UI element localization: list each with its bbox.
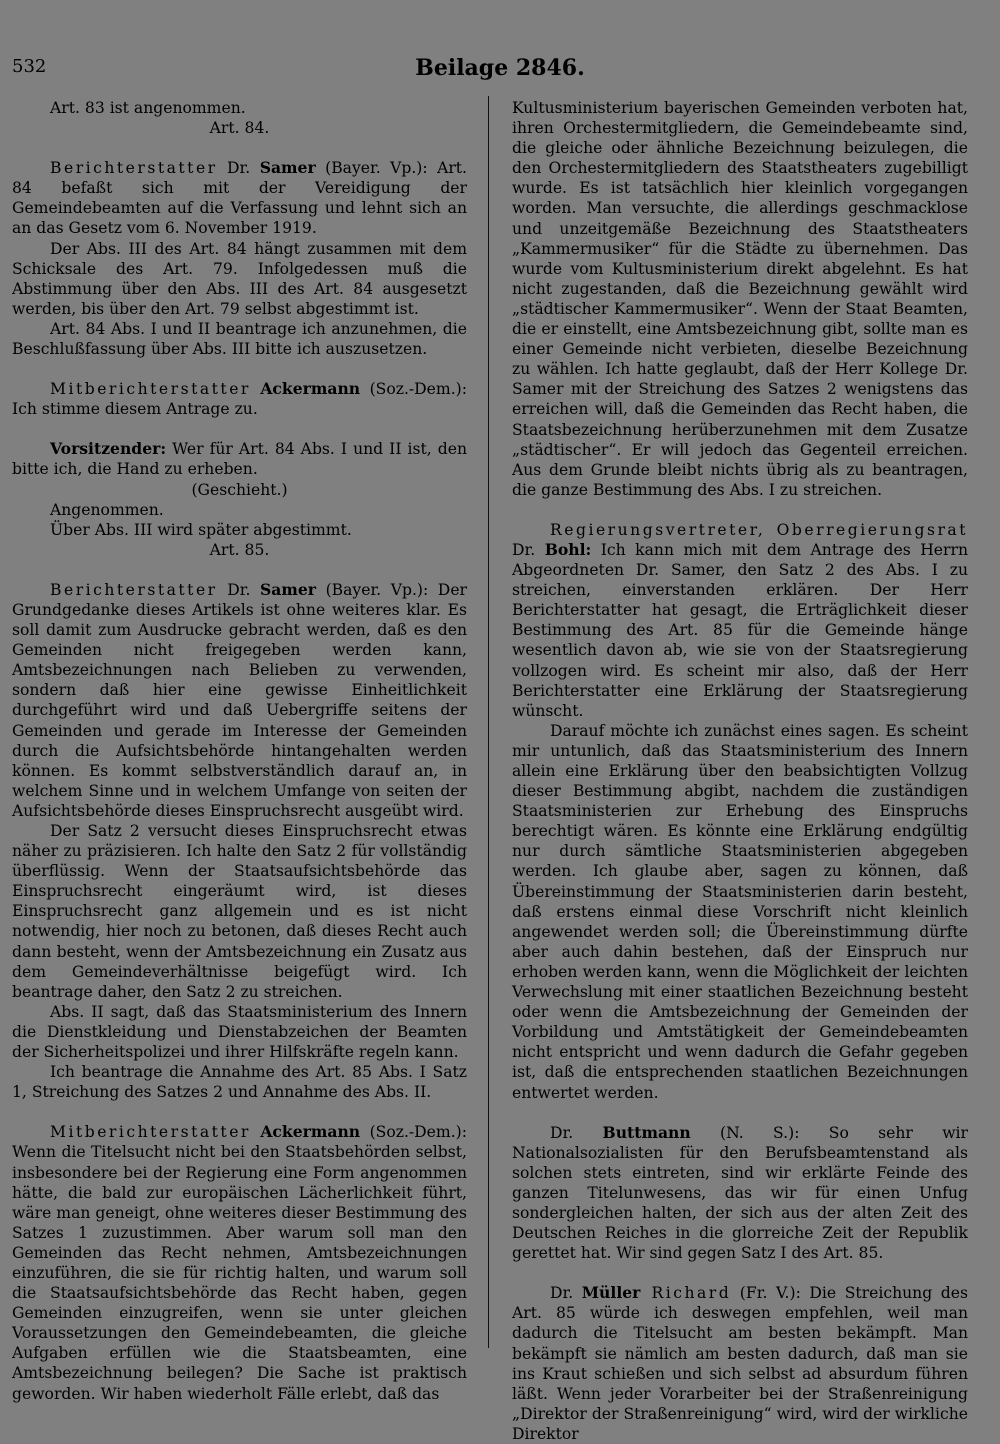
paragraph: Ich beantrage die Annahme des Art. 85 Abs. I Satz 1, Streichung des Satzes 2 und Annahme des Abs. II. [12,1063,467,1102]
speech-text: (Soz.-Dem.): Ich stimme diesem Antrage zu. [12,380,467,419]
speaker-role: Berichterstatter [50,159,218,178]
speaker-name: Müller [581,1283,641,1303]
paragraph: Art. 83 ist angenommen. [50,99,246,117]
speech-text: (Fr. V.): Die Streichung des Art. 85 würde ich deswegen empfehlen, weil man dadurch die Titelsucht am besten bekämpft. Man bekämpft sie nämlich am besten dadurch, daß man sie ins Kraut schießen und sich selbst ad absurdum führen läßt. Wenn jeder Vorarbeiter bei der Straßenreinigung „Direktor der Straßenreinigung“ wird, wird der wirkliche Direktor [512,1284,968,1443]
speaker-name: Samer [259,158,316,178]
paragraph: Der Satz 2 versucht dieses Einspruchsrecht etwas näher zu präzisieren. Ich halte den Satz 2 für vollständig überflüssig. Wenn der Staatsaufsichtsbehörde das Einspruchsrecht eingeräumt wird, ist dieses Einspruchsrecht ganz allgemein und es ist nicht notwendig, hier noch zu betonen, daß dieses Recht auch dann besteht, wenn der Amtsbezeichnung ein Zusatz aus dem Gemeindeverhältnisse beigefügt wird. Ich beantrage daher, den Satz 2 zu streichen. [12,822,467,1001]
paragraph: Angenommen. [50,500,164,519]
column-divider [488,96,489,1348]
speaker-paragraph [12,439,467,479]
speaker-role: Berichterstatter [50,580,218,599]
speaker-paragraph: Regierungsvertreter, Oberregierungsrat Dr. Bohl: Ich kann mich mit dem Antrage des Herrn Abgeordneten Dr. Samer, den Satz 2 des Abs. I zu streichen, einverstanden erklären. Der Herr Berichterstatter hat gesagt, die Erträglichkeit dieser Bestimmung des Art. 85 für die Gemeinde hänge wesentlich davon ab, wie sie von der Staatsregierung vollzogen wird. Es scheint mir also, daß der Herr Berichterstatter eine Erklärung der Staatsregierung wünscht. [512,520,968,720]
paragraph: Der Abs. III des Art. 84 hängt zusammen mit dem Schicksale des Art. 79. Infolgedessen muß die Abstimmung über den Abs. III des Art. 84 ausgesetzt werden, bis über den Art. 79 selbst abgestimmt ist. [12,239,467,318]
speaker-paragraph: Berichterstatter Dr. Samer (Bayer. Vp.): Der Grundgedanke dieses Artikels ist ohne weiteres klar. Es soll damit zum Ausdrucke gebracht werden, daß es den Gemeinden nicht freigegeben werden kann, Amtsbezeichnungen nach Belieben zu verwenden, sondern daß hier eine gewisse Einheitlichkeit durchgeführt wird und daß Uebergriffe seitens der Gemeinden und gerade im Interesse der Gemeinden durch die Aufsichtsbehörde hintangehalten werden können. Es kommt selbstverständlich darauf an, in welchem Sinne und in welchem Umfange von seiten der Aufsichtsbehörde dieses Einspruchsrecht ausgeübt wird. [12,579,467,820]
left-column [12,98,467,1404]
speaker-paragraph: Dr. Müller Richard (Fr. V.): Die Streichung des Art. 85 würde ich deswegen empfehlen, weil man dadurch die Titelsucht am besten bekämpft. Man bekämpft sie nämlich am besten dadurch, daß man sie ins Kraut schießen und sich selbst ad absurdum führen läßt. Wenn jeder Vorarbeiter bei der Straßenreinigung „Direktor der Straßenreinigung“ wird, wird der wirkliche Direktor [512,1283,968,1443]
speaker-name: Samer [259,579,316,599]
paragraph: Art. 84 Abs. I und II beantrage ich anzunehmen, die Beschlußfassung über Abs. III bitte ich auszusetzen. [12,319,467,359]
speaker-name: Ackermann [260,1122,361,1142]
speech-text: Ich kann mich mit dem Antrage des Herrn Abgeordneten Dr. Samer, den Satz 2 des Abs. I zu streichen, einverstanden erklären. Der Herr Berichterstatter hat gesagt, die Erträglichkeit dieser Bestimmung des Art. 85 für die Gemeinde hänge wesentlich davon ab, wie sie von der Staatsregierung vollzogen wird. Es scheint mir also, daß der Herr Berichterstatter eine Erklärung der Staatsregierung wünscht. [512,540,968,720]
page-number: 532 [12,56,47,77]
speaker-paragraph [12,379,467,419]
paragraph: Über Abs. III wird später abgestimmt. [50,520,352,539]
speaker-name: Bohl: [544,539,592,559]
article-heading: Art. 84. [209,119,270,138]
page-title: Beilage 2846. [415,55,585,81]
speech-text: (N. S.): So sehr wir Nationalsozialisten für den Berufsbeamtenstand als solchen stets eintreten, sind wir erklärte Feinde des ganzen Titelunwesens, das wir für einen Unfug sondergleichen halten, der sich aus der alten Zeit des Deutschen Reiches in die glorreiche Zeit der Republik gerettet hat. Wir sind gegen Satz I des Art. 85. [512,1123,968,1263]
speech-text: Wer für Art. 84 Abs. I und II ist, den bitte ich, die Hand zu erheben. [12,440,467,479]
speaker-role: Vorsitzender: [50,439,167,459]
speaker-role: Regierungsvertreter, Oberregierungsrat [550,520,968,539]
article-heading: Art. 85. [209,540,270,559]
speech-text: (Bayer. Vp.): Der Grundgedanke dieses Artikels ist ohne weiteres klar. Es soll damit zum Ausdrucke gebracht werden, daß es den Gemeinden nicht freigegeben werden kann, Amtsbezeichnungen nach Belieben zu verwenden, sondern daß hier eine gewisse Einheitlichkeit durchgeführt wird und daß Uebergriffe seitens der Gemeinden und gerade im Interesse der Gemeinden durch die Aufsichtsbehörde hintangehalten werden können. Es kommt selbstverständlich darauf an, in welchem Sinne und in welchem Umfange von seiten der Aufsichtsbehörde dieses Einspruchsrecht ausgeübt wird. [12,580,467,820]
speaker-firstname: Richard [640,1284,732,1303]
paragraph: Kultusministerium bayerischen Gemeinden verboten hat, ihren Orchestermitgliedern, die Gemeindebeamte sind, die gleiche oder ähnliche Bezeichnung beizulegen, die den Orchestermitgliedern des Staatstheaters zugebilligt wurde. Es ist tatsächlich hier kleinlich vorgegangen worden. Man versuchte, die allerdings geschmacklose und unzeitgemäße Bezeichnung des Staatstheaters „Kammermusiker“ für die Städte zu übernehmen. Das wurde vom Kultusministerium direkt abgelehnt. Es hat nicht zugestanden, daß die Bezeichnung gewählt wird „städtischer Kammermusiker“. Wenn der Staat Beamten, die er einstellt, eine Amtsbezeichnung gibt, sollte man es einer Gemeinde nicht verbieten, dieselbe Bezeichnung zu wählen. Ich hatte geglaubt, daß der Herr Kollege Dr. Samer mit der Streichung des Satzes 2 wenigstens das erreichen will, daß die Gemeinden das Recht haben, die Staatsbezeichnung herüberzunehmen mit dem Zusatze „städtischer“. Er will jedoch das Gegenteil erreichen. Aus dem Grunde bleibt nichts übrig als zu beantragen, die ganze Bestimmung des Abs. I zu streichen. [512,99,968,499]
paragraph: Darauf möchte ich zunächst eines sagen. Es scheint mir untunlich, daß das Staatsministerium des Innern allein eine Erklärung über den beabsichtigten Vollzug dieser Bestimmung abgibt, nachdem die zuständigen Staatsministerien zur Erhebung des Einspruchs berechtigt wären. Es könnte eine Erklärung endgültig nur durch sämtliche Staatsministerien abgegeben werden. Ich glaube aber, sagen zu können, daß Übereinstimmung der Staatsministerien darin besteht, daß erstens einmal diese Vorschrift nicht kleinlich angewendet werden soll; die Übereinstimmung dürfte aber auch dahin bestehen, daß der Einspruch nur erhoben werden kann, wenn die Möglichkeit der leichten Verwechslung mit einer staatlichen Bezeichnung besteht oder wenn die Amtsbezeichnung der Gemeinden der Vorbildung und Amtstätigkeit der Gemeindebeamten nicht entspricht und wenn dadurch die Gefahr gegeben ist, daß die entsprechenden staatlichen Bezeichnungen entwertet werden. [512,721,968,1102]
speech-text: (Bayer. Vp.): Art. 84 befaßt sich mit der Vereidigung der Gemeindebeamten auf die Verfassung und lehnt sich an an das Gesetz vom 6. November 1919. [12,159,468,238]
paragraph: Abs. II sagt, daß das Staatsministerium des Innern die Dienstkleidung und Dienstabzeichen der Beamten der Sicherheitspolizei und ihrer Hilfskräfte regeln kann. [12,1002,467,1062]
speaker-paragraph: Berichterstatter Dr. Samer (Bayer. Vp.): Art. 84 befaßt sich mit der Vereidigung der Gemeindebeamten auf die Verfassung und lehnt sich an an das Gesetz vom 6. November 1919. [12,158,468,238]
speaker-name: Ackermann [260,379,361,399]
speaker-role: Mitberichterstatter [50,380,251,399]
speaker-paragraph: Dr. Buttmann (N. S.): So sehr wir Nationalsozialisten für den Berufsbeamtenstand als solchen stets eintreten, sind wir erklärte Feinde des ganzen Titelunwesens, das wir für einen Unfug sondergleichen halten, der sich aus der alten Zeit des Deutschen Reiches in die glorreiche Zeit der Republik gerettet hat. Wir sind gegen Satz I des Art. 85. [512,1122,968,1263]
speech-text: (Soz.-Dem.): Wenn die Titelsucht nicht bei den Staatsbehörden selbst, insbesondere bei der Regierung eine Form angenommen hätte, die bald zur europäischen Lächerlichkeit führt, wäre man geneigt, ohne weiteres dieser Bestimmung des Satzes 1 zuzustimmen. Aber warum soll man den Gemeinden das Recht nehmen, Amtsbezeichnungen einzuführen, die sie für richtig halten, und warum soll die Staatsaufsichtsbehörde das Recht haben, gegen Gemeinden einzugreifen, wenn sie unter gleichen Voraussetzungen den Gemeindebeamten, die gleiche Aufgaben erfüllen wie die Staatsbeamten, eine Amtsbezeichnung beilegen? Die Sache ist praktisch geworden. Wir haben wiederholt Fälle erlebt, daß das [12,1123,467,1403]
speaker-paragraph [12,1122,467,1403]
speaker-role: Mitberichterstatter [50,1123,251,1142]
speaker-name: Buttmann [602,1122,691,1142]
right-column [512,98,968,1444]
stage-direction: (Geschieht.) [191,480,288,499]
